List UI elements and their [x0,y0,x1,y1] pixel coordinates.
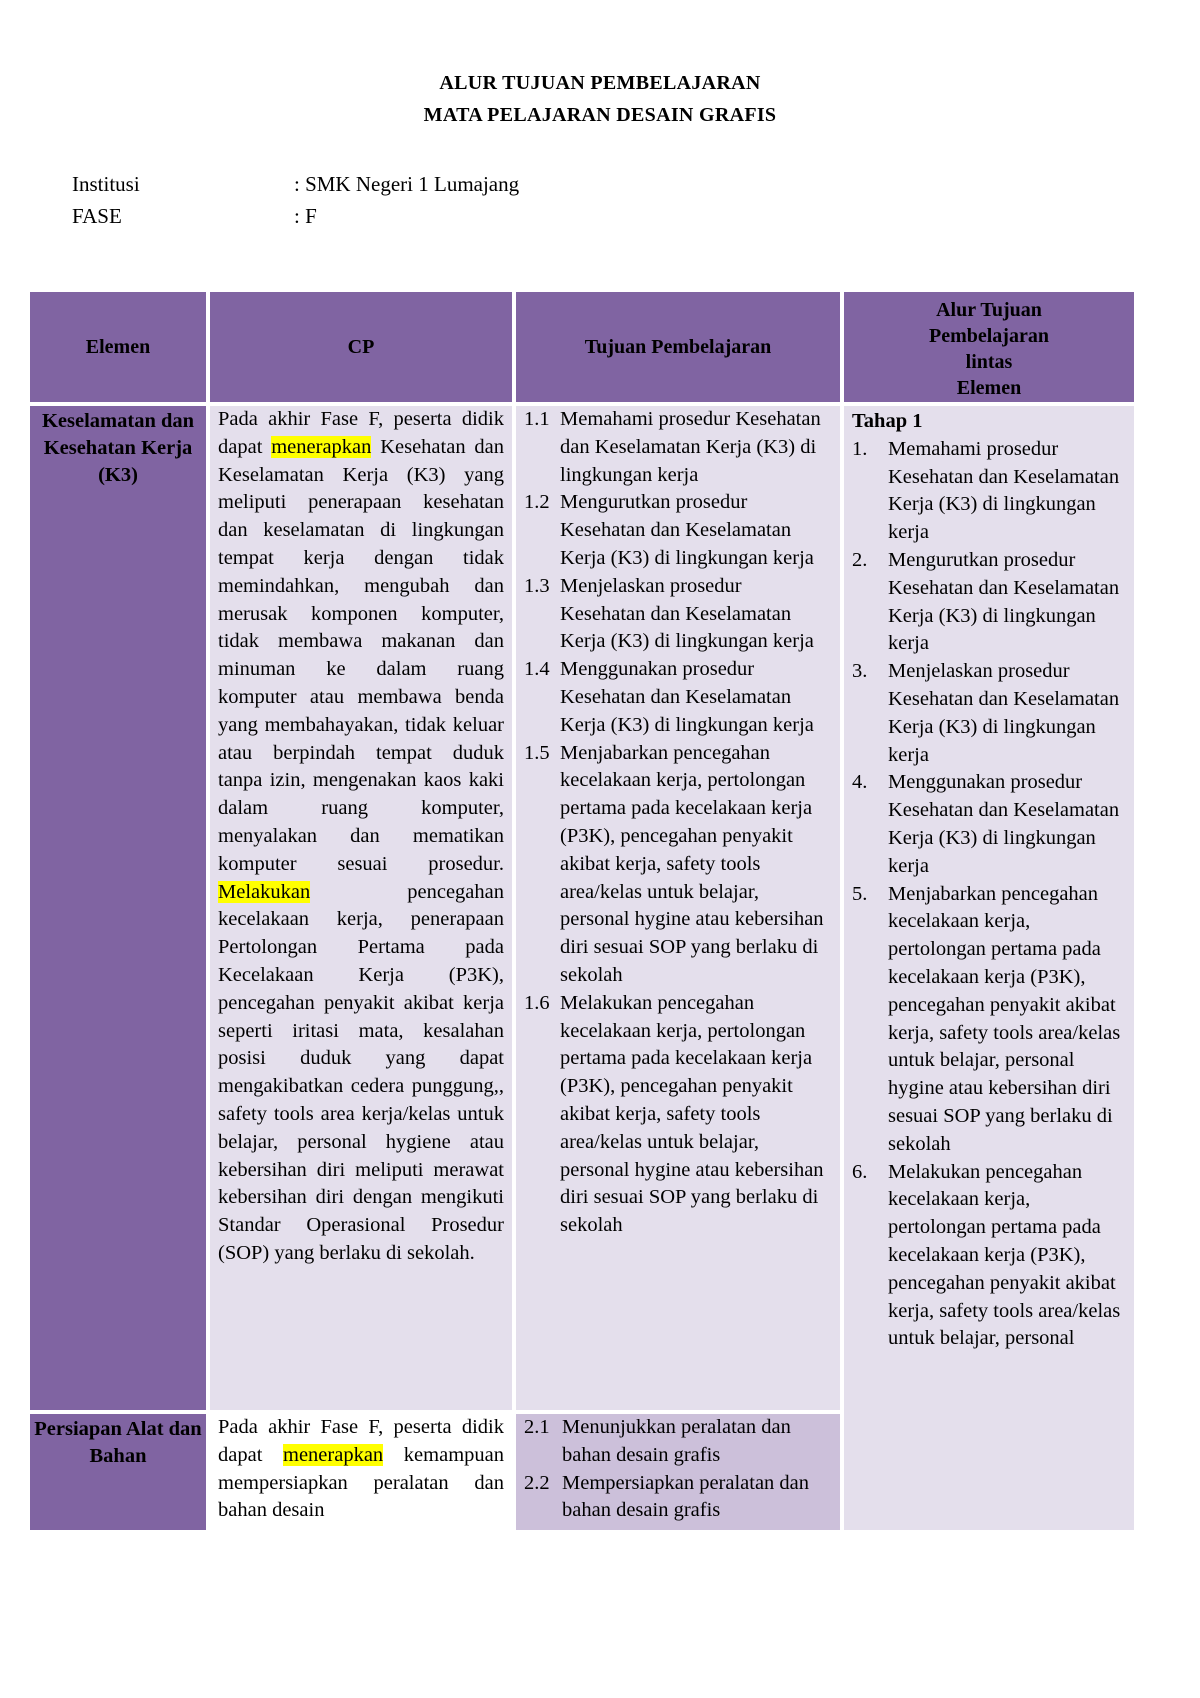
list-item [524,406,832,489]
tujuan-list [524,1414,832,1525]
header-alur-line4: Elemen [956,377,1022,399]
item-number: 1. [852,437,868,460]
item-number: 1.4 [524,658,550,681]
list-item [524,573,832,656]
list-item [524,1470,832,1526]
fase-line [72,204,317,229]
item-text: Memahami prosedur Kesehatan dan Keselamatan Kerja (K3) di lingkungan kerja [560,408,821,486]
list-item [852,436,1126,547]
item-text: Menjabarkan pencegahan kecelakaan kerja, pertolongan pertama pada kecelakaan kerja (P3K), pencegahan penyakit akibat kerja, safety tools area/kelas untuk belajar, personal hygine atau kebersihan diri sesuai SOP yang berlaku di sekolah [560,741,824,986]
item-text: Memahami prosedur Kesehatan dan Keselamatan Kerja (K3) di lingkungan kerja [888,437,1120,544]
header-elemen: Elemen [30,292,206,402]
item-text: Menjelaskan prosedur Kesehatan dan Keselamatan Kerja (K3) di lingkungan kerja [560,574,814,653]
item-number: 1.1 [524,408,550,430]
cp-highlight: menerapkan [283,1443,384,1466]
item-text: Menggunakan prosedur Kesehatan dan Keselamatan Kerja (K3) di lingkungan kerja [888,771,1120,877]
alur-lintas-elemen [844,406,1134,1530]
header-alur-line1: Alur Tujuan [936,299,1042,321]
item-number: 1.6 [524,991,550,1014]
item-number: 4. [852,771,868,794]
item-text: Mengurutkan prosedur Kesehatan dan Keselamatan Kerja (K3) di lingkungan kerja [888,548,1120,655]
item-text: Mempersiapkan peralatan dan bahan desain grafis [562,1471,810,1522]
tujuan-list [524,406,832,1240]
list-item [524,990,832,1240]
cp-highlight: menerapkan [271,435,372,458]
list-item [524,489,832,572]
header-cp: CP [210,292,512,402]
fase-value: : F [294,204,317,228]
institusi-label: Institusi [72,172,140,196]
cp-text: kemampuan mempersiapkan peralatan dan bahan desain [218,1443,504,1522]
tujuan-k3 [516,406,840,1410]
header-alur-line3: lintas [965,351,1013,373]
tujuan-persiapan [516,1414,840,1530]
list-item [852,881,1126,1159]
institusi-value: : SMK Negeri 1 Lumajang [294,172,520,196]
cp-persiapan [210,1414,512,1530]
header-tujuan: Tujuan Pembelajaran [516,292,840,402]
list-item [524,1414,832,1470]
item-number: 1.3 [524,574,550,597]
item-text: Menjelaskan prosedur Kesehatan dan Keselamatan Kerja (K3) di lingkungan kerja [888,660,1120,766]
list-item [852,658,1126,769]
tahap-label: Tahap 1 [852,410,923,432]
cp-text: Pada akhir Fase F, peserta didik dapat [218,408,504,458]
table-header-row [30,292,1134,402]
cp-text: pencegahan kecelakaan kerja, penerapaan Pertolongan Pertama pada Kecelakaan Kerja (P3K), pencegahan penyakit akibat kerja seperti iritasi mata, kesalahan posisi duduk yang dapat mengakibatkan cedera punggung,, safety tools area kerja/kelas untuk belajar, personal hygiene atau kebersihan diri meliputi merawat kebersihan diri dengan mengikuti Standar Operasional Prosedur (SOP) yang berlaku di sekolah. [218,880,504,1264]
table-row [30,406,1134,1410]
item-number: 1.2 [524,491,550,514]
fase-label: FASE [72,204,122,228]
list-item [852,769,1126,880]
item-number: 3. [852,660,868,683]
item-number: 6. [852,1160,868,1183]
cp-text: Kesehatan dan Keselamatan Kerja (K3) yang meliputi penerapaan kesehatan dan keselamatan di lingkungan tempat kerja dengan tidak memindahkan, mengubah dan merusak komponen komputer, tidak membawa makanan dan minuman ke dalam ruang komputer atau membawa benda yang membahayakan, tidak keluar atau berpindah tempat duduk tanpa izin, mengenakan kaos kaki dalam ruang komputer, menyalakan dan mematikan komputer sesuai prosedur. [218,435,504,875]
header-alur [844,292,1134,402]
list-item [852,547,1126,658]
alur-list [852,436,1126,1353]
alur-content [852,408,1126,1526]
cp-highlight: Melakukan [218,880,311,903]
item-text: Menunjukkan peralatan dan bahan desain grafis [562,1416,791,1466]
cp-k3 [210,406,512,1410]
atp-table [26,288,1138,1534]
list-item [852,1159,1126,1354]
item-text: Melakukan pencegahan kecelakaan kerja, pertolongan pertama pada kecelakaan kerja (P3K), pencegahan penyakit akibat kerja, safety tools area/kelas untuk belajar, personal hygine atau kebersihan diri sesuai SOP yang berlaku di sekolah [560,991,824,1237]
elemen-k3: Keselamatan dan Kesehatan Kerja (K3) [30,406,206,1410]
item-text: Melakukan pencegahan kecelakaan kerja, pertolongan pertama pada kecelakaan kerja (P3K), pencegahan penyakit akibat kerja, safety tools area/kelas untuk belajar, personal [888,1160,1121,1350]
list-item [524,656,832,739]
institusi-line [72,172,519,197]
item-text: Menggunakan prosedur Kesehatan dan Keselamatan Kerja (K3) di lingkungan kerja [560,658,814,736]
item-number: 2.1 [524,1416,550,1438]
item-text: Menjabarkan pencegahan kecelakaan kerja, pertolongan pertama pada kecelakaan kerja (P3K), pencegahan penyakit akibat kerja, safety tools area/kelas untuk belajar, personal hygine atau kebersihan diri sesuai SOP yang berlaku di sekolah [888,882,1121,1155]
item-text: Mengurutkan prosedur Kesehatan dan Keselamatan Kerja (K3) di lingkungan kerja [560,491,814,569]
document-title: ALUR TUJUAN PEMBELAJARAN [439,72,761,94]
document-subtitle: MATA PELAJARAN DESAIN GRAFIS [423,104,777,126]
list-item [524,740,832,990]
header-alur-line2: Pembelajaran [929,325,1049,347]
elemen-persiapan: Persiapan Alat dan Bahan [30,1414,206,1530]
cp-text: Pada akhir Fase F, peserta didik dapat [218,1416,504,1466]
item-number: 2. [852,548,868,571]
item-number: 5. [852,882,868,905]
item-number: 2.2 [524,1471,550,1494]
item-number: 1.5 [524,741,550,764]
